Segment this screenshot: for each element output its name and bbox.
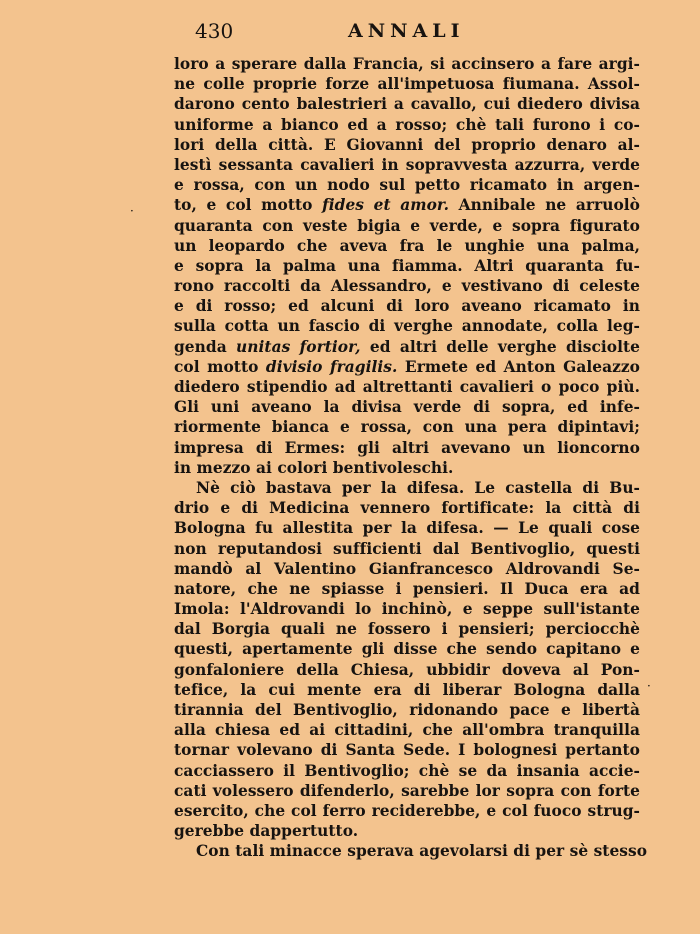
text-line <box>174 821 640 841</box>
text-segment: darono cento balestrieri a cavallo, cui diedero divisa <box>174 95 640 114</box>
text-segment: tefice, la cui mente era di liberar Bologna dalla <box>174 680 640 699</box>
text-segment: Gli uni aveano la divisa verde di sopra, ed infe- <box>174 398 640 417</box>
body-text <box>174 54 648 862</box>
text-line <box>174 700 640 720</box>
text-line <box>174 175 640 195</box>
text-segment: natore, che ne spiasse i pensieri. Il Duca era ad <box>174 579 640 598</box>
text-line <box>174 841 648 861</box>
text-segment: Nè ciò bastava per la difesa. Le castella di Bu- <box>196 478 640 497</box>
text-segment: drio e di Medicina vennero fortificate: la città di <box>174 499 640 518</box>
text-line <box>174 680 640 700</box>
text-line <box>174 438 640 458</box>
text-line <box>174 559 640 579</box>
text-segment: Con tali minacce sperava agevolarsi di per sè stesso <box>196 842 648 861</box>
text-line <box>174 74 640 94</box>
text-segment: mandò al Valentino Gianfrancesco Aldrovandi Se- <box>174 559 640 578</box>
text-line <box>174 216 640 236</box>
text-segment: e di rosso; ed alcuni di loro aveano ricamato in <box>174 297 640 316</box>
text-segment: cati volessero difenderlo, sarebbe lor sopra con forte <box>174 781 640 800</box>
text-segment: non reputandosi sufficienti dal Bentivoglio, questi <box>174 539 640 558</box>
text-line <box>174 498 640 518</box>
text-segment: Imola: l'Aldrovandi lo inchinò, e seppe sull'istante <box>174 600 640 619</box>
text-line <box>174 115 640 135</box>
text-line <box>174 337 640 357</box>
text-line <box>174 539 640 559</box>
text-line <box>174 599 640 619</box>
text-segment: Ermete ed Anton Galeazzo <box>397 357 640 376</box>
text-line <box>174 720 640 740</box>
text-line <box>174 579 640 599</box>
text-segment: in mezzo ai colori bentivoleschi. <box>174 458 454 477</box>
text-line <box>174 276 640 296</box>
text-line <box>174 316 640 336</box>
text-segment: e sopra la palma una fiamma. Altri quaranta fu- <box>174 256 640 275</box>
text-segment: lestì sessanta cavalieri in sopravvesta azzurra, verde <box>174 155 640 174</box>
text-line <box>174 256 640 276</box>
text-segment: alla chiesa ed ai cittadini, che all'ombra tranquilla <box>174 721 640 740</box>
text-segment: gonfaloniere della Chiesa, ubbidir doveva al Pon- <box>174 660 640 679</box>
page-number: 430 <box>195 19 234 43</box>
italic-phrase: unitas fortior, <box>236 337 361 356</box>
text-segment: rono raccolti da Alessandro, e vestivano di celeste <box>174 277 640 296</box>
text-segment: riormente bianca e rossa, con una pera dipintavi; <box>174 418 640 437</box>
text-segment: ne colle proprie forze all'impetuosa fiumana. Assol- <box>174 75 640 94</box>
margin-dot: · <box>130 204 134 218</box>
text-segment: esercito, che col ferro reciderebbe, e col fuoco strug- <box>174 801 640 820</box>
text-line <box>174 54 640 74</box>
text-line <box>174 417 640 437</box>
italic-phrase: fides et amor. <box>322 196 450 215</box>
text-line <box>174 377 640 397</box>
running-title: ANNALI <box>348 20 465 42</box>
text-line <box>174 781 640 801</box>
text-segment: to, e col motto <box>174 196 323 215</box>
text-line <box>174 458 640 478</box>
text-line <box>174 660 640 680</box>
text-segment: quaranta con veste bigia e verde, e sopra figurato <box>174 216 640 235</box>
text-segment: col motto <box>174 357 266 376</box>
text-line <box>174 357 640 377</box>
italic-phrase: divisio fragilis. <box>265 357 398 376</box>
text-line <box>174 761 640 781</box>
text-segment: tornar volevano di Santa Sede. I bolognesi pertanto <box>174 741 640 760</box>
text-line <box>174 296 640 316</box>
text-line <box>174 195 640 215</box>
text-segment: Annibale ne arruolò <box>449 196 640 215</box>
text-line <box>174 94 640 114</box>
text-line <box>174 619 640 639</box>
text-line <box>174 155 640 175</box>
text-line <box>174 478 640 498</box>
text-segment: sulla cotta un fascio di verghe annodate, colla leg- <box>174 317 640 336</box>
text-line <box>174 397 640 417</box>
text-segment: e rossa, con un nodo sul petto ricamato in argen- <box>174 176 640 195</box>
margin-tick: · <box>647 679 651 693</box>
text-line <box>174 801 640 821</box>
text-line <box>174 518 640 538</box>
text-line <box>174 639 640 659</box>
text-line <box>174 236 640 256</box>
text-segment: questi, apertamente gli disse che sendo capitano e <box>174 640 640 659</box>
text-segment: loro a sperare dalla Francia, si accinsero a fare argi- <box>174 55 640 73</box>
text-segment: tirannia del Bentivoglio, ridonando pace e libertà <box>174 701 640 719</box>
text-line <box>174 135 640 155</box>
text-segment: un leopardo che aveva fra le unghie una palma, <box>174 236 640 255</box>
text-segment: impresa di Ermes: gli altri avevano un lioncorno <box>174 438 640 457</box>
text-line <box>174 740 640 760</box>
text-segment: Bologna fu allestita per la difesa. — Le quali cose <box>174 519 640 538</box>
text-segment: cacciassero il Bentivoglio; chè se da insania accie- <box>174 761 640 780</box>
text-segment: genda <box>174 337 237 356</box>
text-segment: ed altri delle verghe disciolte <box>360 337 640 356</box>
text-segment: dal Borgia quali ne fossero i pensieri; perciocchè <box>174 620 640 639</box>
text-segment: diedero stipendio ad altrettanti cavalieri o poco più. <box>174 378 640 396</box>
text-segment: uniforme a bianco ed a rosso; chè tali furono i co- <box>174 115 640 134</box>
text-segment: lori della città. E Giovanni del proprio denaro al- <box>174 135 640 154</box>
text-segment: gerebbe dappertutto. <box>174 822 359 841</box>
